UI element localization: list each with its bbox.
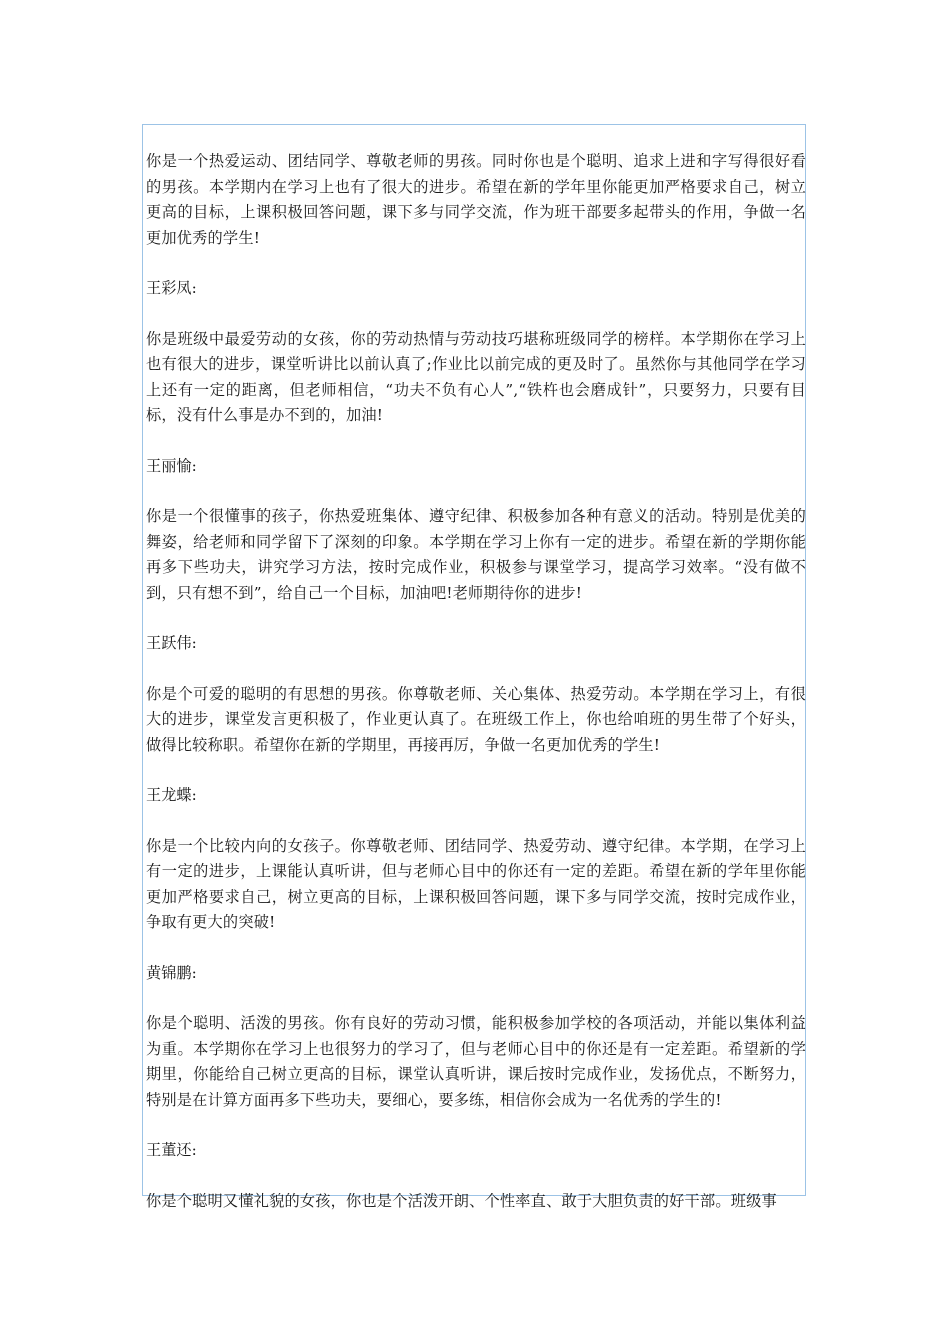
document-content: [143, 125, 806, 1214]
document-page: [142, 124, 806, 1210]
student-name: 黄锦鹏:: [146, 963, 197, 982]
comment-paragraph: 你是个聪明、活泼的男孩。你有良好的劳动习惯，能积极参加学校的各项活动，并能以集体利益为重。本学期你在学习上也很努力的学习了，但与老师心目中的你还是有一定差距。希望新的学期里，你能给自己树立更高的目标，课堂认真听讲，课后按时完成作业，发扬优点，不断努力，特别是在计算方面再多下些功夫，要细心，要多练，相信你会成为一名优秀的学生的!: [146, 1014, 806, 1109]
comment-paragraph: 你是一个很懂事的孩子，你热爱班集体、遵守纪律、积极参加各种有意义的活动。特别是优美的舞姿，给老师和同学留下了深刻的印象。本学期在学习上你有一定的进步。希望在新的学期你能再多下些功夫，讲究学习方法，按时完成作业，积极参与课堂学习，提高学习效率。“没有做不到，只有想不到”，给自己一个目标，加油吧!老师期待你的进步!: [146, 507, 806, 602]
comment-paragraph: 你是个聪明又懂礼貌的女孩，你也是个活泼开朗、个性率直、敢于大胆负责的好干部。班级事: [146, 1191, 777, 1210]
comment-paragraph: 你是一个比较内向的女孩子。你尊敬老师、团结同学、热爱劳动、遵守纪律。本学期，在学习上有一定的进步，上课能认真听讲，但与老师心目中的你还有一定的差距。希望在新的学年里你能更加严格要求自己，树立更高的目标，上课积极回答问题，课下多与同学交流，按时完成作业，争取有更大的突破!: [146, 836, 806, 931]
student-name: 王丽愉:: [146, 456, 197, 475]
student-name: 王彩凤:: [146, 279, 197, 297]
comment-paragraph: 你是班级中最爱劳动的女孩，你的劳动热情与劳动技巧堪称班级同学的榜样。本学期你在学习上也有很大的进步，课堂听讲比以前认真了;作业比以前完成的更及时了。虽然你与其他同学在学习上还有一定的距离，但老师相信，“功夫不负有心人”,“铁杵也会磨成针”，只要努力，只要有目标，没有什么事是办不到的，加油!: [146, 329, 806, 424]
student-name: 王跃伟:: [146, 634, 197, 652]
comment-paragraph: 你是一个热爱运动、团结同学、尊敬老师的男孩。同时你也是个聪明、追求上进和字写得很好看的男孩。本学期内在学习上也有了很大的进步。希望在新的学年里你能更加严格要求自己，树立更高的目标，上课积极回答问题，课下多与同学交流，作为班干部要多起带头的作用，争做一名更加优秀的学生!: [146, 152, 806, 247]
comment-paragraph: 你是个可爱的聪明的有思想的男孩。你尊敬老师、关心集体、热爱劳动。本学期在学习上，有很大的进步，课堂发言更积极了，作业更认真了。在班级工作上，你也给咱班的男生带了个好头，做得比较称职。希望你在新的学期里，再接再厉，争做一名更加优秀的学生!: [146, 684, 806, 754]
student-name: 王龙蝶:: [146, 786, 197, 804]
student-name: 王董还:: [146, 1141, 197, 1159]
